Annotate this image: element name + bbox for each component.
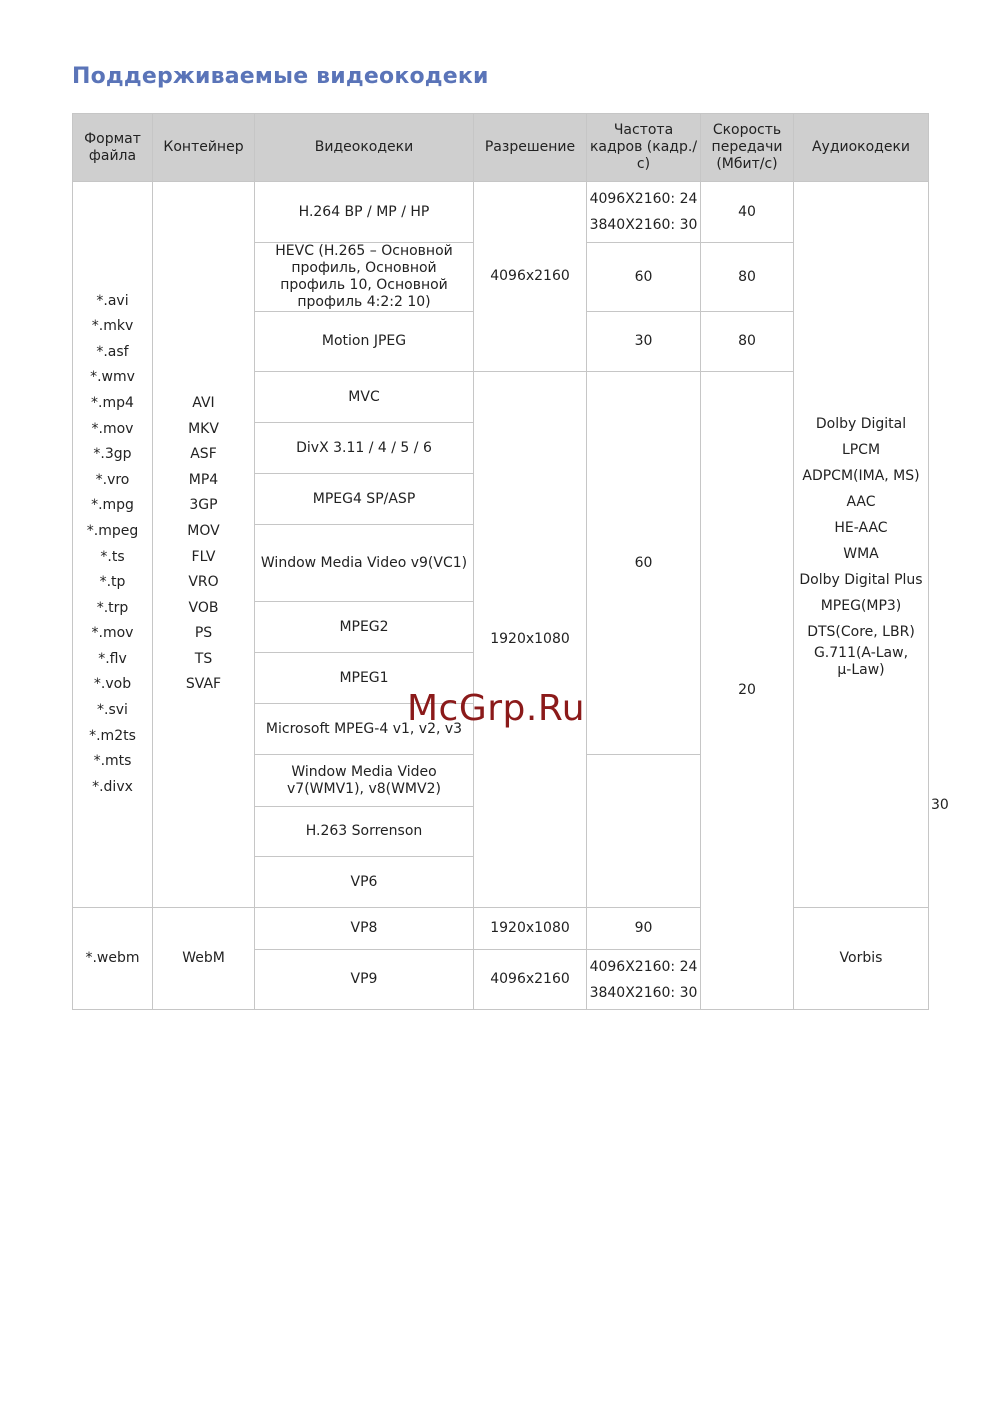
format-item: *.avi xyxy=(96,292,129,309)
codec-cell: HEVC (H.265 – Основной профиль, Основной профиль 10, Основной профиль 4:2:2 10) xyxy=(255,243,474,312)
container-item: VOB xyxy=(188,599,219,616)
header-container: Контейнер xyxy=(153,114,255,182)
codec-cell: Window Media Video v9(VC1) xyxy=(255,525,474,602)
header-audio: Аудиокодеки xyxy=(794,114,929,182)
fps-cell: 60 xyxy=(587,372,701,755)
containers-cell xyxy=(153,182,255,908)
audio-item: WMA xyxy=(843,545,879,562)
audio-item: AAC xyxy=(846,493,876,510)
resolution-cell: 4096x2160 xyxy=(474,950,587,1010)
bitrate-cell: 80 xyxy=(701,243,794,312)
container-item: SVAF xyxy=(185,676,222,693)
format-item: *.wmv xyxy=(90,369,135,386)
watermark: McGrp.Ru xyxy=(407,688,586,729)
format-item: *.webm xyxy=(73,908,153,1010)
container-item: FLV xyxy=(191,548,216,565)
codec-cell: VP8 xyxy=(255,908,474,950)
page-title: Поддерживаемые видеокодеки xyxy=(72,64,489,89)
table-row xyxy=(73,908,929,950)
header-codec: Видеокодеки xyxy=(255,114,474,182)
audio-codecs-cell: Vorbis xyxy=(794,908,929,1010)
container-item: PS xyxy=(194,625,213,642)
format-item: *.vro xyxy=(95,471,130,488)
format-item: *.ts xyxy=(100,548,125,565)
bitrate-cell: 80 xyxy=(701,312,794,372)
codec-cell: DivX 3.11 / 4 / 5 / 6 xyxy=(255,423,474,474)
container-item: TS xyxy=(194,650,213,667)
resolution-cell: 1920x1080 xyxy=(474,372,587,908)
video-codecs-table xyxy=(72,113,949,1010)
fps-value: 4096X2160: 24 xyxy=(589,958,698,975)
container-item: VRO xyxy=(188,574,219,591)
fps-cell: 90 xyxy=(587,908,701,950)
format-item: *.mts xyxy=(93,753,132,770)
container-item: WebM xyxy=(153,908,255,1010)
container-item: MP4 xyxy=(188,471,219,488)
fps-cell xyxy=(587,182,701,243)
format-item: *.flv xyxy=(98,650,127,667)
audio-item: DTS(Core, LBR) xyxy=(807,623,915,640)
bitrate-cell: 40 xyxy=(701,182,794,243)
format-item: *.asf xyxy=(96,343,129,360)
audio-item: MPEG(MP3) xyxy=(820,597,902,614)
fps-cell: 60 xyxy=(587,243,701,312)
audio-item: LPCM xyxy=(841,441,881,458)
table-row: Microsoft MPEG-4 v1, v2, v3 30 xyxy=(73,704,929,755)
header-bitrate: Скорость передачи (Мбит/с) xyxy=(701,114,794,182)
audio-item: HE-AAC xyxy=(834,519,888,536)
formats-cell xyxy=(73,182,153,908)
fps-cell: 30 xyxy=(587,312,701,372)
container-item: ASF xyxy=(190,446,217,463)
codec-cell: Microsoft MPEG-4 v1, v2, v3 xyxy=(255,704,474,755)
fps-value: 3840X2160: 30 xyxy=(589,984,698,1001)
format-item: *.svi xyxy=(97,702,128,719)
codec-cell: MPEG2 xyxy=(255,602,474,653)
resolution-cell: 1920x1080 xyxy=(474,908,587,950)
audio-codecs-cell xyxy=(794,182,929,908)
format-item: *.divx xyxy=(92,778,133,795)
format-item: *.tp xyxy=(99,574,126,591)
codec-cell: Window Media Video v7(WMV1), v8(WMV2) xyxy=(255,755,474,807)
audio-item: ADPCM(IMA, MS) xyxy=(802,467,920,484)
format-item: *.mkv xyxy=(91,318,134,335)
container-item: MKV xyxy=(188,420,219,437)
codec-cell: VP9 xyxy=(255,950,474,1010)
format-item: *.mov xyxy=(91,420,134,437)
codec-cell: MPEG1 xyxy=(255,653,474,704)
format-item: *.m2ts xyxy=(89,727,136,744)
codec-cell: VP6 xyxy=(255,857,474,908)
audio-item: Dolby Digital xyxy=(815,415,907,432)
header-fps: Частота кадров (кадр./с) xyxy=(587,114,701,182)
fps-value: 4096X2160: 24 xyxy=(589,191,698,207)
format-item: *.mpg xyxy=(91,497,134,514)
fps-value: 3840X2160: 30 xyxy=(589,217,698,233)
fps-cell xyxy=(587,950,701,1010)
format-item: *.mpeg xyxy=(86,522,139,539)
resolution-cell: 4096x2160 xyxy=(474,182,587,372)
container-item: MOV xyxy=(187,522,220,539)
codec-cell: H.264 BP / MP / HP xyxy=(255,182,474,243)
format-item: *.mov xyxy=(91,625,134,642)
codec-cell: MPEG4 SP/ASP xyxy=(255,474,474,525)
container-item: AVI xyxy=(192,394,215,411)
header-resolution: Разрешение xyxy=(474,114,587,182)
table-header-row xyxy=(73,114,929,182)
codec-cell: MVC xyxy=(255,372,474,423)
format-item: *.vob xyxy=(93,676,132,693)
format-item: *.3gp xyxy=(93,446,132,463)
table-row xyxy=(73,182,929,243)
codec-cell: Motion JPEG xyxy=(255,312,474,372)
header-format: Формат файла xyxy=(73,114,153,182)
audio-item: Dolby Digital Plus xyxy=(799,571,923,588)
bitrate-cell: 20 xyxy=(701,372,794,1010)
format-item: *.mp4 xyxy=(91,394,134,411)
audio-item: G.711(A-Law, μ-Law) xyxy=(813,644,909,678)
codec-cell: H.263 Sorrenson xyxy=(255,807,474,857)
container-item: 3GP xyxy=(189,497,218,514)
format-item: *.trp xyxy=(96,599,129,616)
